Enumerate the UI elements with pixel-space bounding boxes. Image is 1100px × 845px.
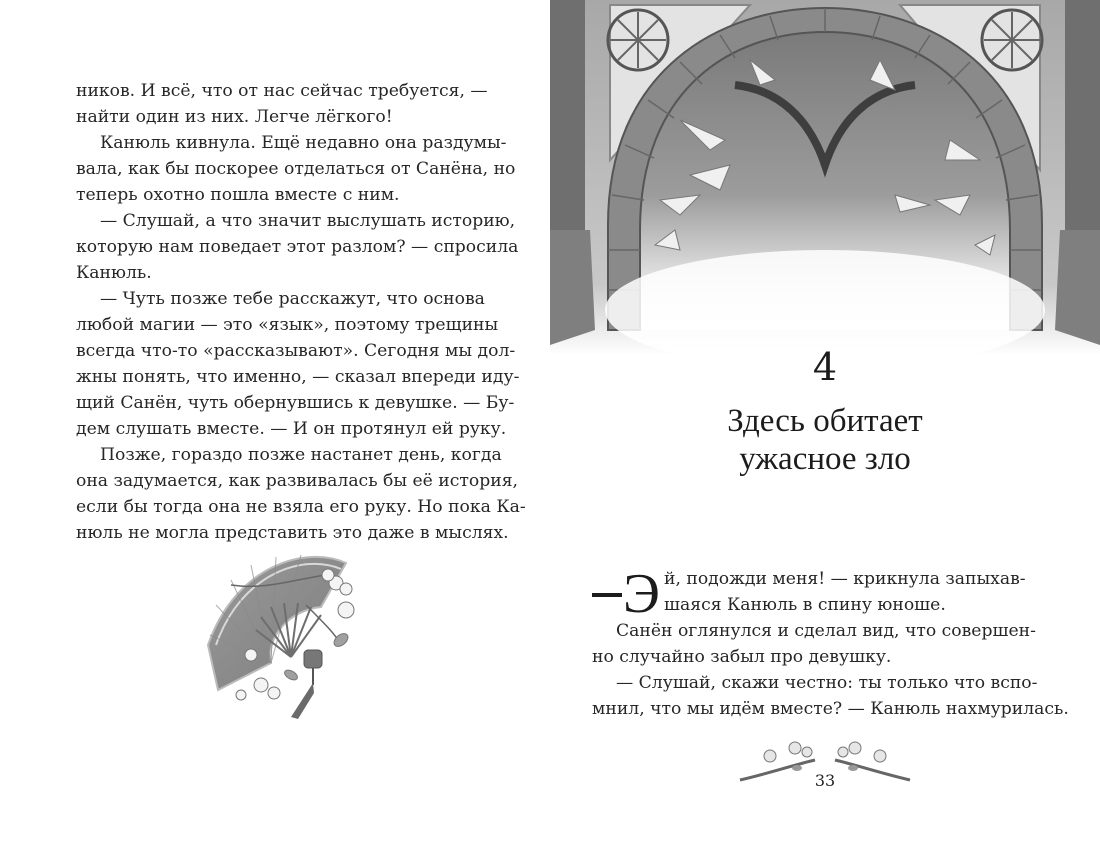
text-line: ников. И всё, что от нас сейчас требуется, —: [76, 81, 488, 101]
right-page: [550, 0, 1100, 845]
text-line: она задумается, как развивалась бы её история,: [76, 471, 519, 491]
archway-illustration: [550, 0, 1100, 355]
left-page-text: [76, 78, 526, 546]
text-line: й, подожди меня! — крикнула запыхав-: [664, 569, 1026, 589]
text-line: — Слушай, скажи честно: ты только что вспо-: [616, 673, 1038, 693]
text-line: — Чуть позже тебе расскажут, что основа: [100, 289, 485, 309]
page-number: 33: [814, 771, 836, 790]
text-line: теперь охотно пошла вместе с ним.: [76, 185, 400, 205]
chapter-title-line: ужасное зло: [739, 441, 911, 477]
chapter-number: 4: [812, 345, 838, 389]
em-dash: [592, 593, 622, 597]
dropcap-letter: Э: [623, 563, 660, 625]
text-line: Позже, гораздо позже настанет день, когда: [100, 445, 502, 465]
text-line: вала, как бы поскорее отделаться от Санёна, но: [76, 159, 516, 179]
text-line: шаяся Канюль в спину юноше.: [664, 595, 946, 615]
text-line: нюль не могла представить это даже в мыслях.: [76, 523, 509, 543]
right-page-text: [592, 563, 1069, 722]
text-line: найти один из них. Легче лёгкого!: [76, 107, 393, 127]
text-line: Канюль.: [76, 263, 152, 283]
chapter-title: [550, 402, 1100, 478]
text-line: дем слушать вместе. — И он протянул ей руку.: [76, 419, 507, 439]
text-line: но случайно забыл про девушку.: [592, 647, 892, 667]
text-line: — Слушай, а что значит выслушать историю,: [100, 211, 516, 231]
dropcap-paragraph: [592, 563, 1026, 625]
chapter-title-line: Здесь обитает: [727, 403, 923, 439]
text-line: мнил, что мы идём вместе? — Канюль нахмурилась.: [592, 699, 1069, 719]
dropcap: [592, 563, 660, 625]
fan-illustration: [196, 545, 371, 725]
text-line: Санён оглянулся и сделал вид, что совершен-: [616, 621, 1036, 641]
text-line: которую нам поведает этот разлом? — спросила: [76, 237, 519, 257]
text-line: Канюль кивнула. Ещё недавно она раздумы-: [100, 133, 507, 153]
text-line: всегда что-то «рассказывают». Сегодня мы дол-: [76, 341, 516, 361]
text-line: жны понять, что именно, — сказал впереди иду-: [76, 367, 520, 387]
text-line: щий Санён, чуть обернувшись к девушке. — Бу-: [76, 393, 515, 413]
text-line: любой магии — это «язык», поэтому трещины: [76, 315, 499, 335]
text-line: если бы тогда она не взяла его руку. Но пока Ка-: [76, 497, 526, 517]
